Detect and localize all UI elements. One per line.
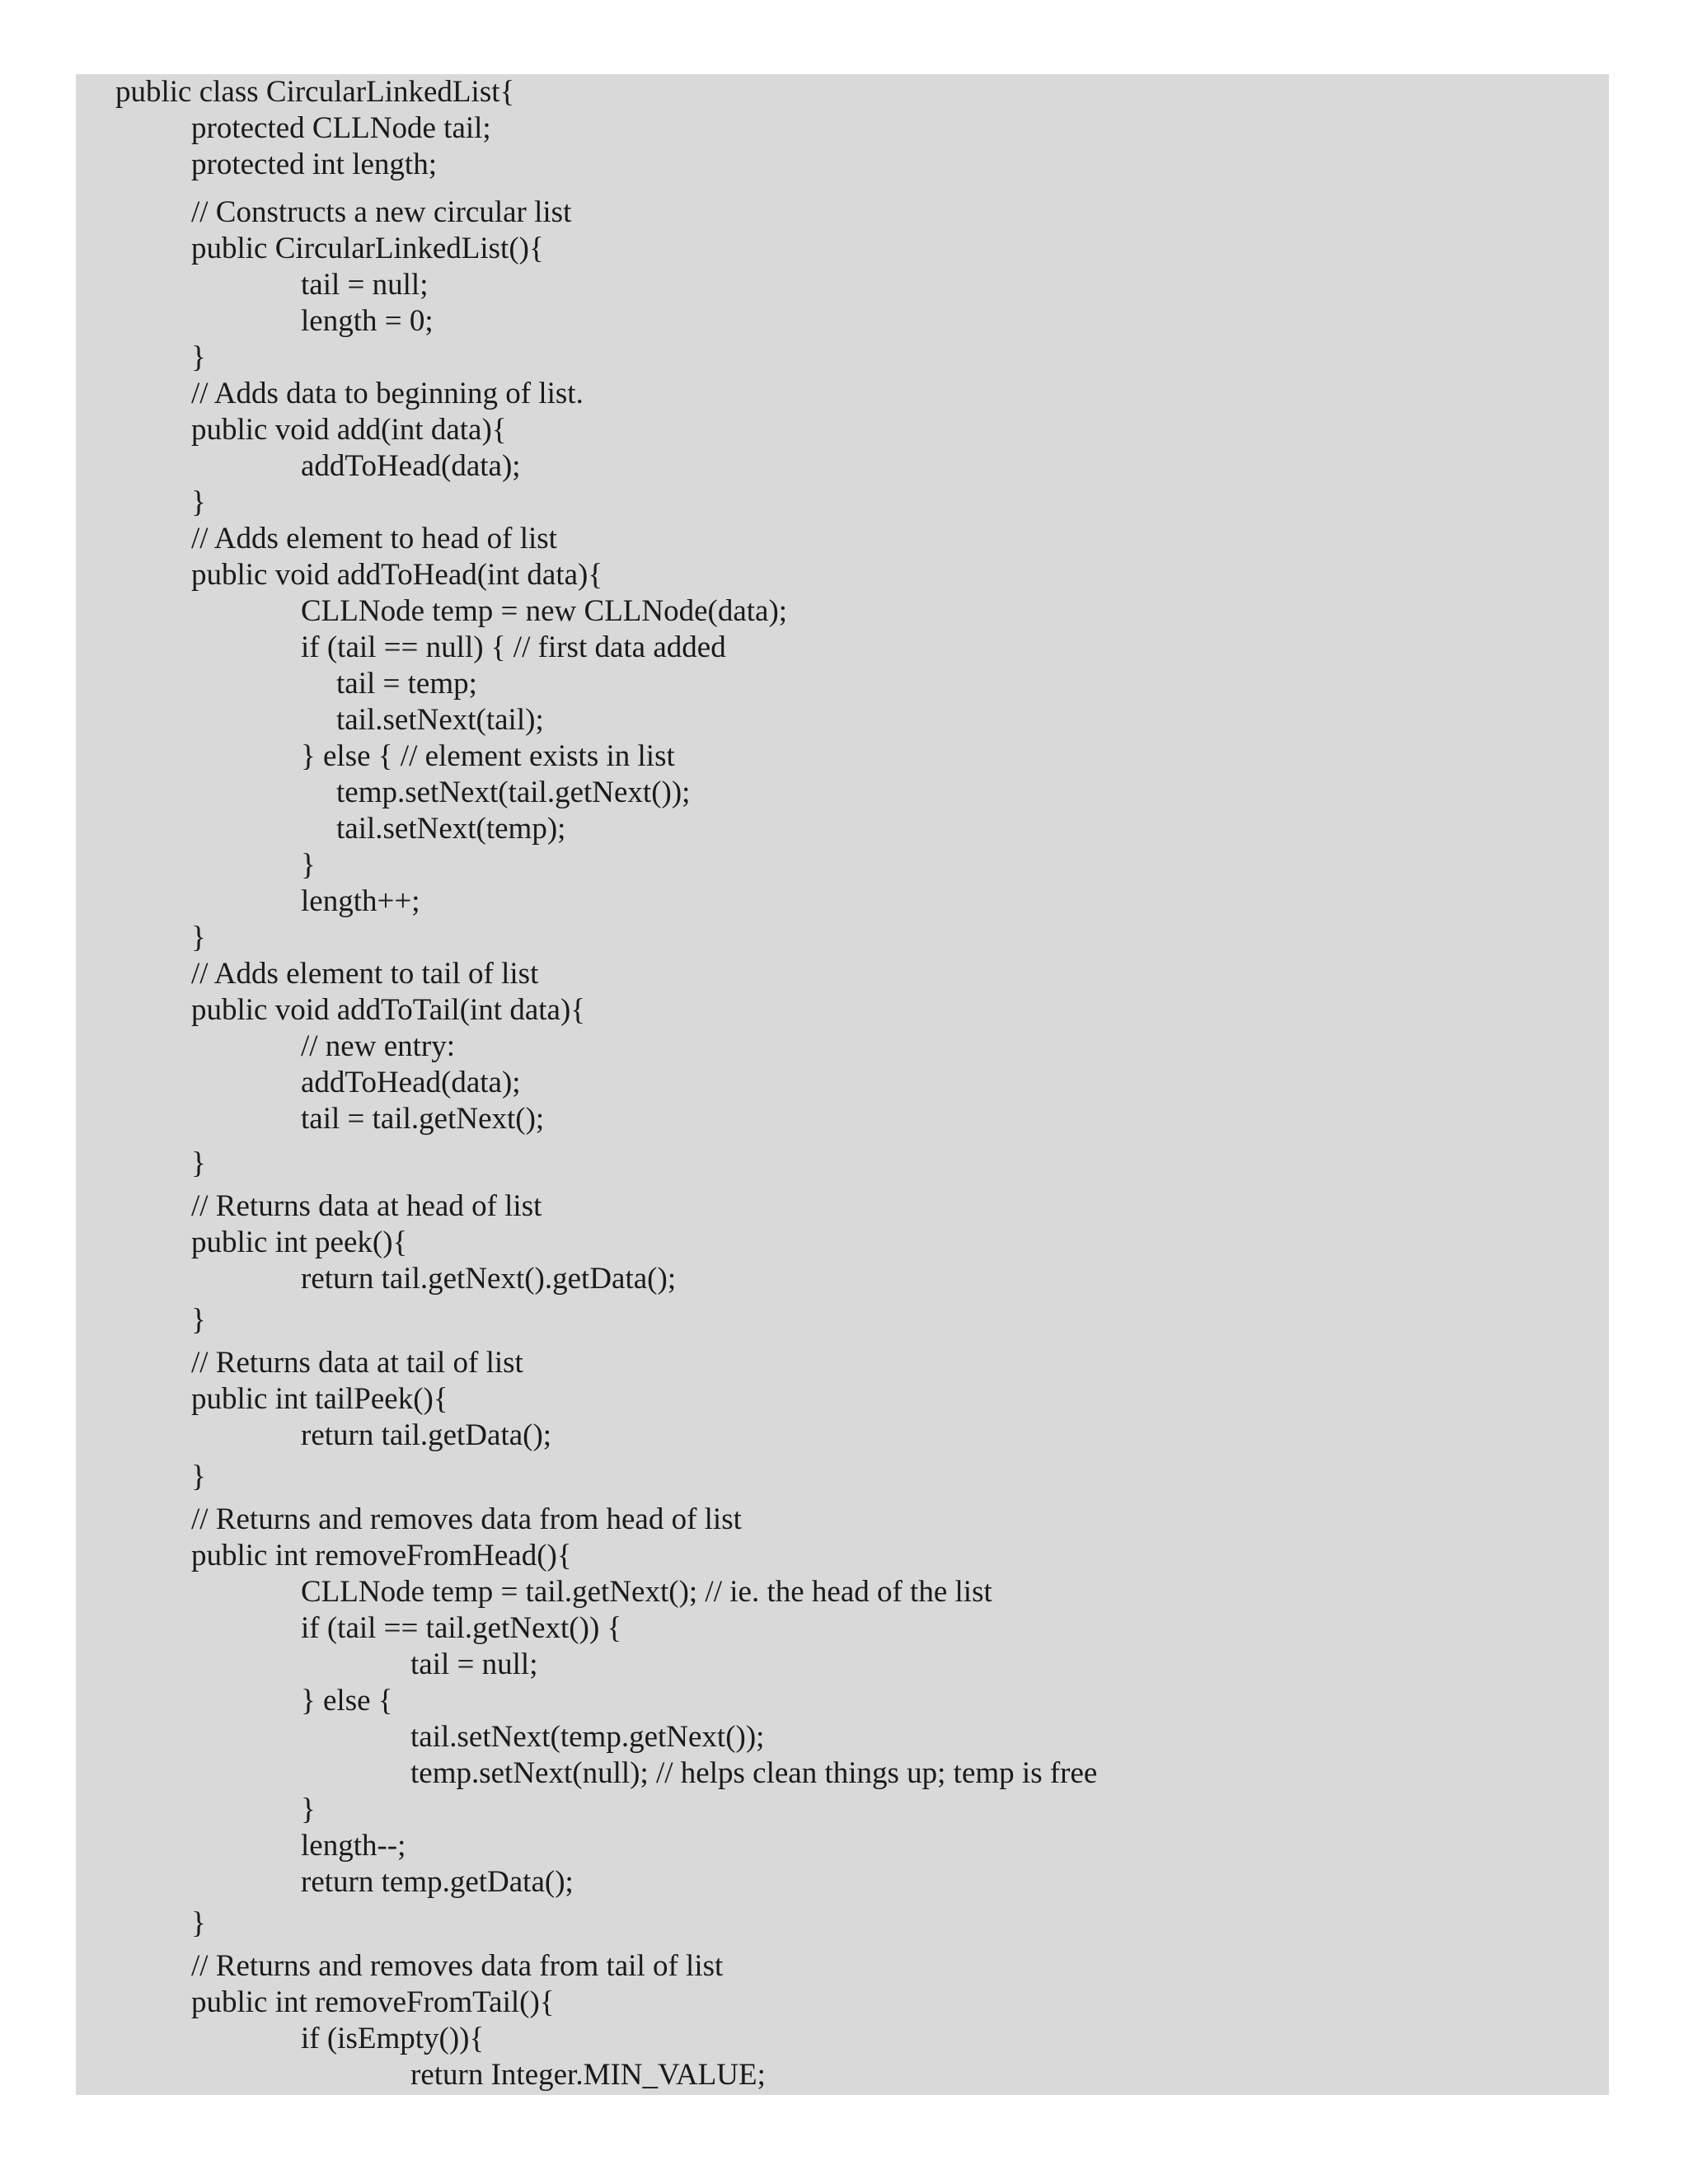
code-line: if (isEmpty()){ — [301, 2022, 485, 2055]
code-line: tail = tail.getNext(); — [301, 1102, 545, 1136]
code-line: public void add(int data){ — [191, 413, 507, 447]
code-line: } else { // element exists in list — [301, 739, 675, 773]
code-line: length++; — [301, 884, 420, 918]
code-line: addToHead(data); — [301, 449, 521, 483]
code-line: protected CLLNode tail; — [191, 111, 491, 145]
code-line: } else { — [301, 1684, 393, 1718]
code-comment: // Returns data at tail of list — [191, 1346, 523, 1380]
code-comment: // Adds element to tail of list — [191, 957, 539, 991]
code-line: } — [191, 485, 206, 519]
code-comment: // Adds data to beginning of list. — [191, 377, 584, 410]
code-line: return temp.getData(); — [301, 1865, 574, 1899]
code-comment: // new entry: — [301, 1029, 456, 1063]
code-line: temp.setNext(null); // helps clean things up; temp is free — [410, 1756, 1098, 1790]
code-line: tail = temp; — [336, 667, 477, 701]
code-line: } — [191, 921, 206, 954]
code-line: CLLNode temp = new CLLNode(data); — [301, 594, 788, 628]
code-line: public void addToTail(int data){ — [191, 993, 586, 1027]
code-line: temp.setNext(tail.getNext()); — [336, 776, 691, 809]
code-line: CLLNode temp = tail.getNext(); // ie. the head of the list — [301, 1575, 992, 1609]
code-line: public class CircularLinkedList{ — [115, 75, 515, 109]
code-line: public int removeFromHead(){ — [191, 1539, 572, 1572]
code-listing — [76, 74, 1609, 2095]
code-line: } — [191, 1906, 206, 1940]
code-comment: // Adds element to head of list — [191, 522, 557, 555]
code-line: return tail.getData(); — [301, 1418, 552, 1452]
code-line: tail = null; — [410, 1647, 538, 1681]
code-line: } — [301, 848, 316, 882]
code-line: return tail.getNext().getData(); — [301, 1262, 677, 1296]
code-line: tail.setNext(tail); — [336, 703, 544, 737]
code-line: tail.setNext(temp.getNext()); — [410, 1720, 765, 1754]
code-line: public int tailPeek(){ — [191, 1382, 448, 1416]
code-line: addToHead(data); — [301, 1066, 521, 1099]
code-comment: // Constructs a new circular list — [191, 195, 572, 229]
code-line: } — [191, 1146, 206, 1180]
code-line: if (tail == null) { // first data added — [301, 630, 726, 664]
code-line: } — [191, 340, 206, 374]
code-line: public void addToHead(int data){ — [191, 558, 603, 592]
code-line: length = 0; — [301, 304, 434, 338]
code-line: tail = null; — [301, 268, 429, 302]
code-line: public int removeFromTail(){ — [191, 1985, 555, 2019]
code-comment: // Returns and removes data from head of list — [191, 1502, 742, 1536]
code-line: } — [191, 1303, 206, 1337]
code-line: tail.setNext(temp); — [336, 812, 566, 846]
code-line: length--; — [301, 1829, 406, 1863]
code-line: public int peek(){ — [191, 1226, 408, 1259]
code-line: protected int length; — [191, 148, 437, 181]
code-line: if (tail == tail.getNext()) { — [301, 1611, 622, 1645]
code-comment: // Returns data at head of list — [191, 1189, 542, 1223]
code-line: return Integer.MIN_VALUE; — [410, 2058, 766, 2092]
code-comment: // Returns and removes data from tail of list — [191, 1949, 724, 1983]
code-line: } — [301, 1793, 316, 1826]
code-line: } — [191, 1460, 206, 1493]
code-line: public CircularLinkedList(){ — [191, 232, 544, 265]
